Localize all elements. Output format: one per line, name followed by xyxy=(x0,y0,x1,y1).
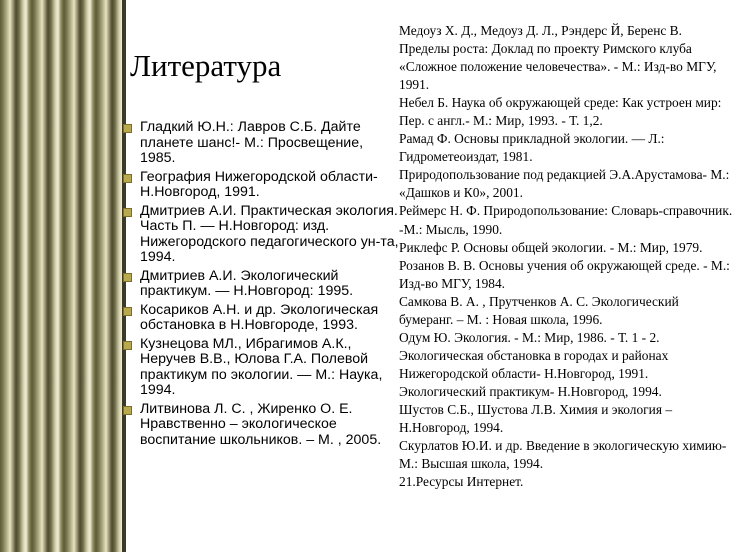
reference-entry: Экологический практикум- Н.Новгород, 1994. xyxy=(399,383,662,399)
list-item xyxy=(118,303,400,334)
list-item-text: Косариков А.Н. и др. Экологическая обстановка в Н.Новгороде, 1993. xyxy=(140,301,379,333)
reference-entry: Одум Ю. Экология. - М.: Мир, 1986. - Т. 1 - 2. xyxy=(399,329,660,345)
reference-entry: 21.Ресурсы Интернет. xyxy=(399,474,524,490)
reference-entry: Медоуз X. Д., Медоуз Д. Л., Рэндерс Й, Беренс В. Пределы роста: Доклад по проекту Римского клуба «Сложное положение человечества». - М.: Изд-во МГУ, 1991. xyxy=(399,23,717,93)
page-title: Литература xyxy=(130,48,282,83)
square-bullet-icon xyxy=(123,174,132,183)
list-item-text: Дмитриев А.И. Практическая экология. Часть П. — Н.Новгород: изд. Нижегородского педагогического ун-та, 1994. xyxy=(140,202,399,265)
square-bullet-icon xyxy=(123,341,132,350)
reference-entry: Реймерс Н. Ф. Природопользование: Словарь-справочник. -М.: Мысль, 1990. xyxy=(399,203,733,237)
bibliography-list-right xyxy=(399,22,733,491)
square-bullet-icon xyxy=(123,208,132,217)
reference-entry: Экологическая обстановка в городах и районах Нижегородской области- Н.Новгород, 1991. xyxy=(399,347,669,381)
reference-entry: Рамад Ф. Основы прикладной экологии. — Л.: Гидрометеоиздат, 1981. xyxy=(399,131,665,165)
reference-entry: Природопользование под редакцией Э.А.Арустамова- М.: «Дашков и К0», 2001. xyxy=(399,167,730,201)
list-item-text: Кузнецова МЛ., Ибрагимов А.К., Неручев В.В., Юлова Г.А. Полевой практикум по экологии. — М.: Наука, 1994. xyxy=(140,335,383,398)
square-bullet-icon xyxy=(123,307,132,316)
reference-entry: Риклефс Р. Основы общей экологии. - М.: Мир, 1979. xyxy=(399,239,703,255)
reference-entry: Скурлатов Ю.И. и др. Введение в экологическую химию- М.: Высшая школа, 1994. xyxy=(399,438,727,472)
list-item xyxy=(118,170,400,201)
square-bullet-icon xyxy=(123,406,132,415)
list-item-text: Дмитриев А.И. Экологический практикум. — Н.Новгород: 1995. xyxy=(140,267,354,299)
list-item xyxy=(118,337,400,399)
list-item xyxy=(118,269,400,300)
list-item-text: География Нижегородской области- Н.Новгород, 1991. xyxy=(140,168,378,200)
square-bullet-icon xyxy=(123,273,132,282)
bibliography-list-left xyxy=(118,120,400,451)
reference-entry: Розанов В. В. Основы учения об окружающей среде. - М.: Изд-во МГУ, 1984. xyxy=(399,257,730,291)
list-item xyxy=(118,120,400,167)
list-item-text: Литвинова Л. С. , Жиренко О. Е. Нравственно – экологическое воспитание школьников. – М. , 2005. xyxy=(140,400,382,448)
decorative-stripe-border xyxy=(0,0,126,552)
list-item xyxy=(118,402,400,449)
reference-entry: Небел Б. Наука об окружающей среде: Как устроен мир: Пер. с англ.- М.: Мир, 1993. - Т. 1,2. xyxy=(399,95,722,129)
square-bullet-icon xyxy=(123,124,132,133)
reference-entry: Самкова В. А. , Прутченков А. С. Экологический бумеранг. – М. : Новая школа, 1996. xyxy=(399,293,679,327)
reference-entry: Шустов С.Б., Шустова Л.В. Химия и экология – Н.Новгород, 1994. xyxy=(399,401,673,436)
list-item-text: Гладкий Ю.Н.: Лавров С.Б. Дайте планете шанс!- М.: Просвещение, 1985. xyxy=(140,119,364,166)
list-item xyxy=(118,204,400,266)
